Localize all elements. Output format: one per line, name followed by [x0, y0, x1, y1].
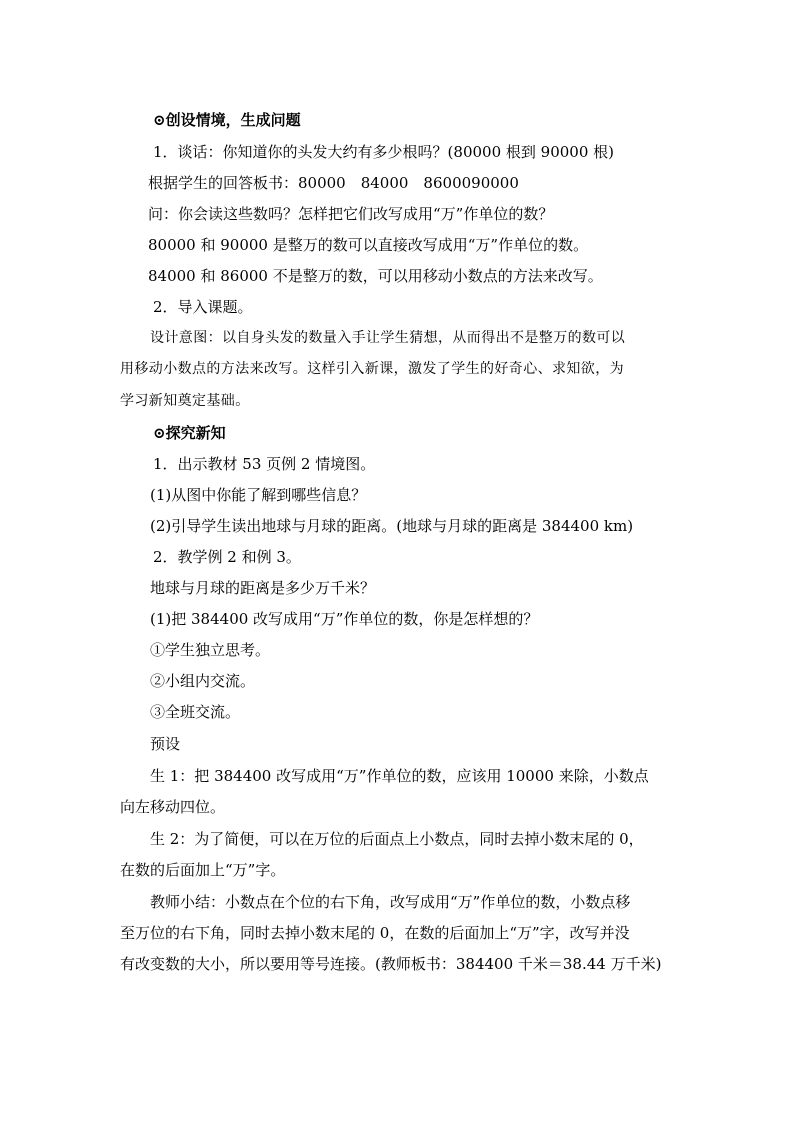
student-1-line-2: 向左移动四位。: [120, 798, 226, 816]
paragraph-teach-examples: 2．教学例 2 和例 3。: [153, 548, 301, 566]
paragraph-rewrite-question: (1)把 384400 改写成用“万”作单位的数，你是怎样想的？: [150, 610, 539, 628]
student-1-line-1: 生 1：把 384400 改写成用“万”作单位的数，应该用 10000 来除，小数点: [150, 767, 649, 785]
student-2-line-2: 在数的后面加上“万”字。: [120, 861, 286, 879]
design-intent-line-3: 学习新知奠定基础。: [120, 393, 250, 409]
paragraph-import-topic: 2．导入课题。: [153, 298, 253, 316]
teacher-summary-line-3: 有改变数的大小，所以要用等号连接。(教师板书：384400 千米＝38.44 万千米): [120, 955, 662, 973]
paragraph-preset: 预设: [150, 735, 181, 753]
paragraph-board: 根据学生的回答板书：80000 84000 8600090000: [148, 174, 519, 192]
paragraph-not-whole-wan: 84000 和 86000 不是整万的数，可以用移动小数点的方法来改写。: [148, 267, 603, 285]
student-2-line-1: 生 2：为了简便，可以在万位的后面点上小数点，同时去掉小数末尾的 0，: [150, 830, 644, 848]
section-heading-scenario: ⊙创设情境，生成问题: [153, 111, 301, 129]
list-item-independent: ①学生独立思考。: [150, 641, 271, 659]
paragraph-talk: 1．谈话：你知道你的头发大约有多少根吗？(80000 根到 90000 根): [153, 143, 614, 161]
paragraph-question: 问：你会读这些数吗？怎样把它们改写成用“万”作单位的数？: [148, 205, 554, 223]
paragraph-distance-question: 地球与月球的距离是多少万千米？: [150, 579, 376, 597]
list-item-group: ②小组内交流。: [150, 672, 256, 690]
list-item-class: ③全班交流。: [150, 703, 241, 721]
paragraph-info-question: (1)从图中你能了解到哪些信息？: [150, 486, 367, 504]
teacher-summary-line-2: 至万位的右下角，同时去掉小数末尾的 0，在数的后面加上“万”字，改写并没: [120, 924, 630, 942]
paragraph-show-textbook: 1．出示教材 53 页例 2 情境图。: [153, 455, 376, 473]
section-heading-explore: ⊙探究新知: [153, 424, 226, 442]
teacher-summary-line-1: 教师小结：小数点在个位的右下角，改写成用“万”作单位的数，小数点移: [150, 893, 631, 911]
paragraph-distance: (2)引导学生读出地球与月球的距离。(地球与月球的距离是 384400 km): [150, 517, 634, 535]
design-intent-line-1: 设计意图：以自身头发的数量入手让学生猜想，从而得出不是整万的数可以: [150, 330, 626, 346]
design-intent-line-2: 用移动小数点的方法来改写。这样引入新课，激发了学生的好奇心、求知欲，为: [120, 361, 624, 377]
paragraph-whole-wan: 80000 和 90000 是整万的数可以直接改写成用“万”作单位的数。: [148, 236, 589, 254]
